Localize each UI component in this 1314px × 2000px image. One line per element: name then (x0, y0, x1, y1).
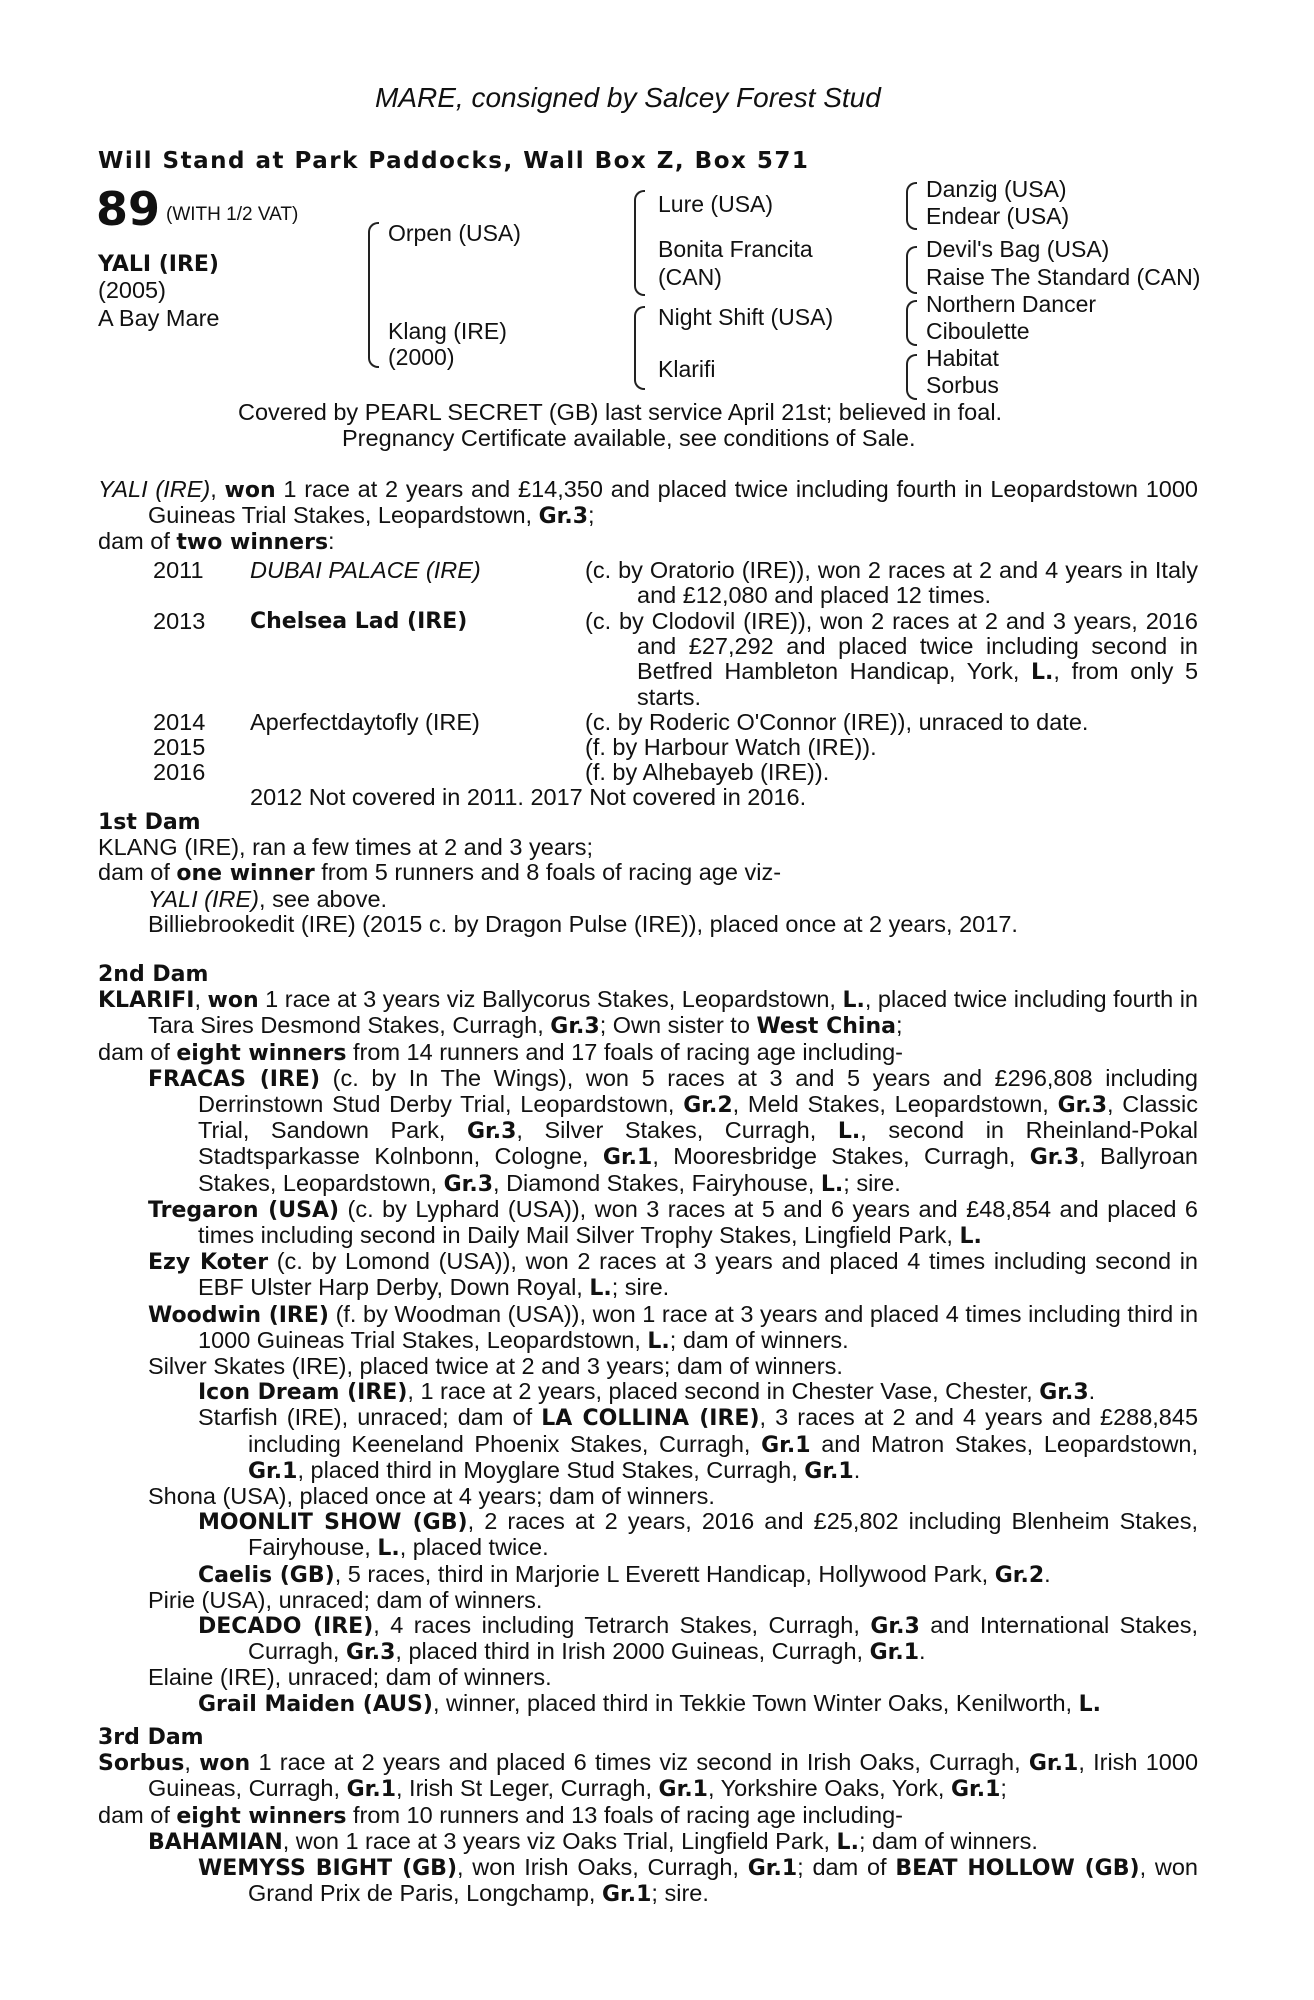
progeny-entry: Tregaron (USA) (c. by Lyphard (USA)), won 3 races at 5 and 6 years and £48,854 and placed 6 times including second in Daily Mail Silver Trophy Stakes, Lingfield Park, L. (148, 1195, 1198, 1250)
pedigree-bracket-1 (906, 182, 917, 230)
lot-desc: A Bay Mare (98, 305, 220, 331)
produce-year: 2013 (153, 608, 206, 634)
second-dam-damof: dam of eight winners from 14 runners and 17 foals of racing age including- (98, 1038, 903, 1066)
pedigree-dam-dam: Klarifi (658, 356, 716, 382)
produce-year: 2014 (153, 709, 206, 735)
pedigree-bracket-sire (634, 190, 645, 296)
pedigree-bracket-2 (906, 246, 917, 294)
pedigree-g6: Ciboulette (926, 318, 1030, 344)
third-dam-block (98, 1725, 1198, 1907)
pedigree-g3: Devil's Bag (USA) (926, 236, 1110, 262)
pedigree-dam-sire: Night Shift (USA) (658, 304, 834, 330)
pedigree-bracket-dam (634, 306, 645, 390)
pedigree-g7: Habitat (926, 345, 999, 371)
produce-name: Chelsea Lad (IRE) (250, 609, 468, 634)
pedigree-dam: Klang (IRE) (388, 318, 507, 344)
page-heading: MARE, consigned by Salcey Forest Stud (375, 82, 881, 113)
lot-year: (2005) (98, 277, 166, 303)
pregnancy-note: Pregnancy Certificate available, see conditions of Sale. (342, 425, 916, 451)
progeny-entry: Icon Dream (IRE), 1 race at 2 years, placed second in Chester Vase, Chester, Gr.3. (198, 1378, 1096, 1406)
second-dam-title: 2nd Dam (98, 962, 209, 987)
pedigree-g8: Sorbus (926, 372, 999, 398)
pedigree-g1: Danzig (USA) (926, 176, 1067, 202)
progeny-entry: WEMYSS BIGHT (GB), won Irish Oaks, Curragh, Gr.1; dam of BEAT HOLLOW (GB), won Grand Prix de Paris, Longchamp, Gr.1; sire. (198, 1854, 1198, 1908)
pedigree-sire-dam-1: Bonita Francita (658, 236, 813, 262)
third-dam-damof: dam of eight winners from 10 runners and 13 foals of racing age including- (98, 1801, 903, 1829)
first-dam-line: Billiebrookedit (IRE) (2015 c. by Dragon Pulse (IRE)), placed once at 2 years, 2017. (148, 910, 1018, 937)
summary-block (98, 477, 1198, 556)
first-dam-line: YALI (IRE), see above. (148, 885, 388, 912)
produce-text: (f. by Harbour Watch (IRE)). (585, 734, 877, 760)
produce-text: (c. by Roderic O'Connor (IRE)), unraced to date. (585, 709, 1089, 735)
first-dam-title: 1st Dam (98, 810, 201, 835)
progeny-entry: Woodwin (IRE) (f. by Woodman (USA)), won 1 race at 3 years and placed 4 times including third in 1000 Guineas Trial Stakes, Leopardstown, L.; dam of winners. (148, 1300, 1199, 1354)
progeny-entry: Shona (USA), placed once at 4 years; dam of winners. (148, 1483, 715, 1510)
vat-note: (WITH 1/2 VAT) (166, 204, 299, 225)
pedigree-sire-sire: Lure (USA) (658, 191, 774, 217)
first-dam-line: KLANG (IRE), ran a few times at 2 and 3 years; (98, 834, 594, 861)
produce-year: 2015 (153, 734, 206, 760)
first-dam-block (98, 810, 1198, 937)
progeny-entry: MOONLIT SHOW (GB), 2 races at 2 years, 2016 and £25,802 including Blenheim Stakes, Fairyhouse, L., placed twice. (198, 1508, 1198, 1562)
pedigree-g4: Raise The Standard (CAN) (926, 264, 1201, 290)
third-dam-title: 3rd Dam (98, 1725, 204, 1750)
progeny-entry: Starfish (IRE), unraced; dam of LA COLLINA (IRE), 3 races at 2 and 4 years and £288,845 including Keeneland Phoenix Stakes, Curragh, Gr.1 and Matron Stakes, Leopardstown, Gr.1, placed third in Moyglare Stud Stakes, Curragh, Gr.1. (198, 1404, 1199, 1484)
progeny-entry: Silver Skates (IRE), placed twice at 2 and 3 years; dam of winners. (148, 1353, 843, 1380)
second-dam-para: KLARIFI, won 1 race at 3 years viz Ballycorus Stakes, Leopardstown, L., placed twice including fourth in Tara Sires Desmond Stakes, Curragh, Gr.3; Own sister to West China; (98, 986, 1198, 1040)
summary-damof: dam of two winners: (98, 528, 335, 556)
produce-text: (c. by Oratorio (IRE)), won 2 races at 2 and 4 years in Italy and £12,080 and placed 12 times. (585, 557, 1198, 608)
pedigree-bracket-main (368, 222, 379, 368)
pedigree-bracket-4 (906, 354, 917, 400)
third-dam-para: Sorbus, won 1 race at 2 years and placed 6 times viz second in Irish Oaks, Curragh, Gr.1, Irish 1000 Guineas, Curragh, Gr.1, Irish St Leger, Curragh, Gr.1, Yorkshire Oaks, York, Gr.1; (98, 1749, 1199, 1803)
progeny-entry: Caelis (GB), 5 races, third in Marjorie L Everett Handicap, Hollywood Park, Gr.2. (198, 1560, 1051, 1588)
second-dam-block (98, 962, 1198, 1717)
progeny-entry: Ezy Koter (c. by Lomond (USA)), won 2 races at 3 years and placed 4 times including second in EBF Ulster Harp Derby, Down Royal, L.; sire. (148, 1248, 1199, 1302)
not-covered-note: 2012 Not covered in 2011. 2017 Not covered in 2016. (250, 784, 807, 810)
covered-note: Covered by PEARL SECRET (GB) last service April 21st; believed in foal. (238, 399, 1003, 425)
pedigree-g2: Endear (USA) (926, 203, 1070, 229)
first-dam-line: dam of one winner from 5 runners and 8 foals of racing age viz- (98, 859, 782, 887)
pedigree-g5: Northern Dancer (926, 291, 1097, 317)
produce-year: 2011 (153, 557, 204, 583)
stand-location: Will Stand at Park Paddocks, Wall Box Z, Box 571 (98, 148, 810, 174)
lot-name: YALI (IRE) (98, 252, 219, 277)
lot-number: 89 (96, 182, 161, 236)
progeny-entry: Grail Maiden (AUS), winner, placed third in Tekkie Town Winter Oaks, Kenilworth, L. (198, 1689, 1102, 1717)
produce-name: DUBAI PALACE (IRE) (250, 557, 481, 583)
summary-para: YALI (IRE), won 1 race at 2 years and £14,350 and placed twice including fourth in Leopardstown 1000 Guineas Trial Stakes, Leopardstown, Gr.3; (98, 476, 1198, 530)
pedigree-dam-year: (2000) (388, 344, 455, 370)
pedigree-bracket-3 (906, 300, 917, 346)
progeny-entry: Pirie (USA), unraced; dam of winners. (148, 1586, 543, 1613)
produce-text: (c. by Clodovil (IRE)), won 2 races at 2 and 3 years, 2016 and £27,292 and placed twice including second in Betfred Hambleton Handicap, York, L., from only 5 starts. (585, 608, 1199, 710)
progeny-entry: BAHAMIAN, won 1 race at 3 years viz Oaks Trial, Lingfield Park, L.; dam of winners. (148, 1827, 1038, 1855)
produce-text: (f. by Alhebayeb (IRE)). (585, 759, 830, 785)
pedigree-sire: Orpen (USA) (388, 220, 521, 246)
produce-name: Aperfectdaytofly (IRE) (250, 709, 480, 735)
progeny-entry: DECADO (IRE), 4 races including Tetrarch Stakes, Curragh, Gr.3 and International Stakes, Curragh, Gr.3, placed third in Irish 2000 Guineas, Curragh, Gr.1. (198, 1612, 1199, 1666)
progeny-entry: FRACAS (IRE) (c. by In The Wings), won 5 races at 3 and 5 years and £296,808 including Derrinstown Stud Derby Trial, Leopardstown, Gr.2, Meld Stakes, Leopardstown, Gr.3, Classic Trial, Sandown Park, Gr.3, Silver Stakes, Curragh, L., second in Rheinland-Pokal Stadtsparkasse Kolnbonn, Cologne, Gr.1, Mooresbridge Stakes, Curragh, Gr.3, Ballyroan Stakes, Leopardstown, Gr.3, Diamond Stakes, Fairyhouse, L.; sire. (148, 1064, 1199, 1197)
progeny-entry: Elaine (IRE), unraced; dam of winners. (148, 1664, 552, 1691)
pedigree-sire-dam-2: (CAN) (658, 264, 722, 290)
produce-year: 2016 (153, 759, 206, 785)
